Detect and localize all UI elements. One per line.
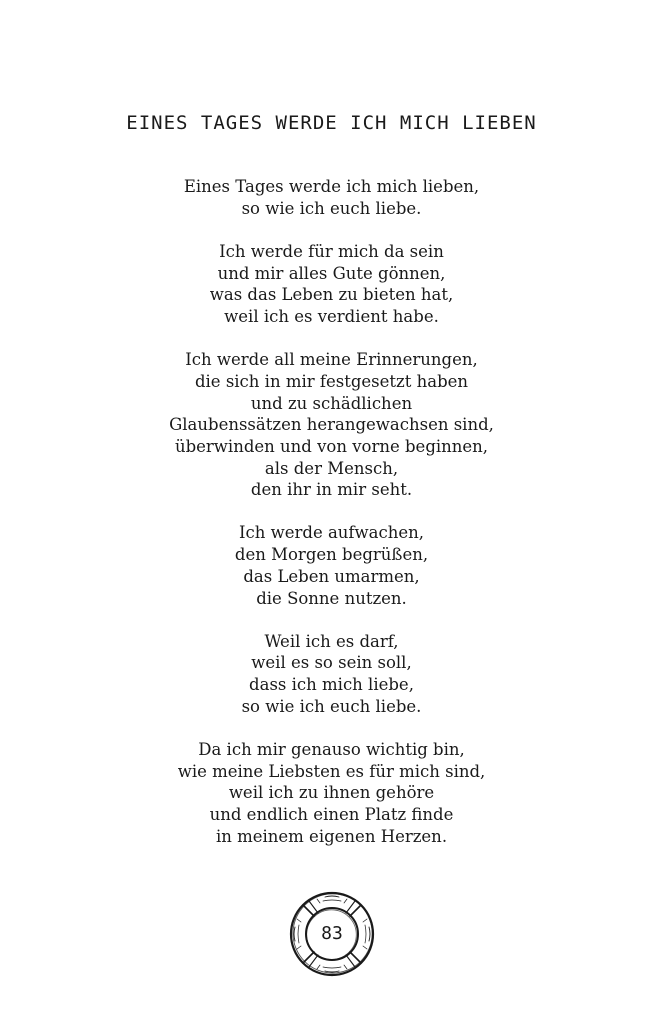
poem-line: als der Mensch, — [264, 458, 399, 478]
poem-line: und mir alles Gute gönnen, — [217, 263, 446, 283]
stanza — [0, 241, 663, 328]
poem-line: was das Leben zu bieten hat, — [209, 285, 454, 305]
poem-line: überwinden und von vorne beginnen, — [174, 436, 489, 456]
poem-line: Glaubenssätzen herangewachsen sind, — [169, 415, 494, 435]
poem-line: die sich in mir festgesetzt haben — [194, 371, 469, 391]
poem-line: so wie ich euch liebe. — [241, 198, 422, 218]
poem-line: und zu schädlichen — [250, 393, 413, 413]
stanza — [0, 349, 663, 501]
poem-line: so wie ich euch liebe. — [241, 696, 422, 716]
stanza — [0, 176, 663, 219]
poem-line: das Leben umarmen, — [243, 566, 420, 586]
poem-line: weil ich zu ihnen gehöre — [228, 783, 435, 803]
poem-body — [0, 176, 663, 847]
poem-line: dass ich mich liebe, — [249, 675, 414, 695]
poem-title: EINES TAGES WERDE ICH MICH LIEBEN — [126, 112, 537, 134]
poem-line: den ihr in mir seht. — [250, 480, 413, 500]
poem-line: Weil ich es darf, — [264, 631, 399, 651]
poem-line: Ich werde für mich da sein — [219, 241, 444, 261]
poem-line: wie meine Liebsten es für mich sind, — [177, 761, 486, 781]
poem-line: weil es so sein soll, — [251, 653, 412, 673]
poem-line: Eines Tages werde ich mich lieben, — [183, 177, 480, 196]
poem-line: in meinem eigenen Herzen. — [215, 826, 448, 846]
poem-line: Da ich mir genauso wichtig bin, — [198, 739, 465, 759]
poem-line: Ich werde all meine Erinnerungen, — [185, 350, 478, 370]
stanza — [0, 522, 663, 609]
poem-line: und endlich einen Platz finde — [209, 805, 454, 824]
page-number-badge — [287, 889, 377, 979]
stanza — [0, 631, 663, 718]
poem-line: Ich werde aufwachen, — [238, 523, 424, 543]
poem-line: den Morgen begrüßen, — [234, 545, 429, 565]
stanza — [0, 739, 663, 847]
page-number: 83 — [321, 923, 343, 944]
poem-line: die Sonne nutzen. — [256, 588, 407, 608]
poem-line: weil ich es verdient habe. — [224, 306, 439, 326]
